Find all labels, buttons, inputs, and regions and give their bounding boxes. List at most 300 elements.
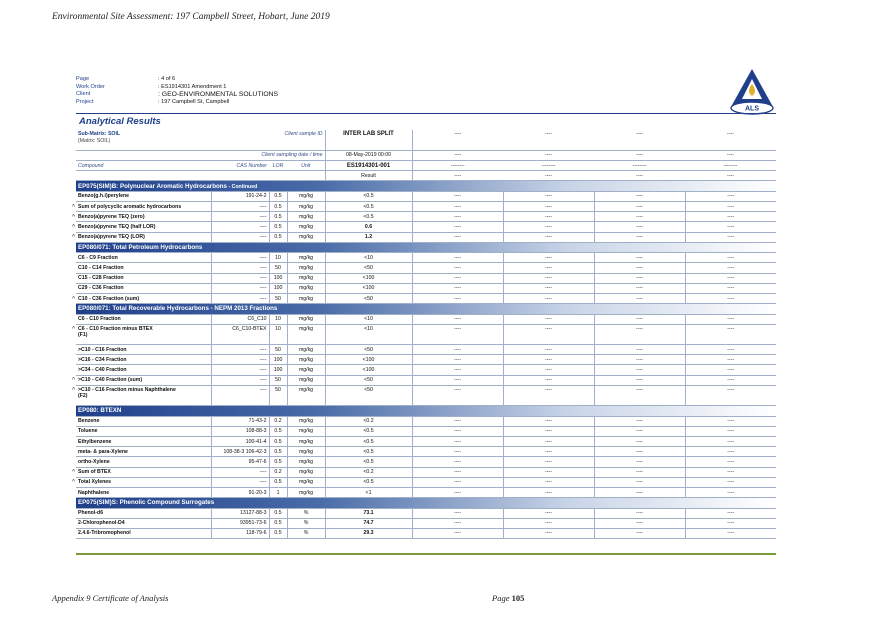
- header-rule: [76, 113, 776, 114]
- unit-value: mg/kg: [287, 222, 325, 232]
- lor-value: 10: [269, 324, 287, 344]
- table-row: [76, 385, 776, 405]
- cas-number: 108-38-3 106-42-3: [211, 447, 269, 457]
- cas-column-header: CAS Number: [211, 161, 269, 171]
- cas-number: 100-41-4: [211, 436, 269, 446]
- unit-value: mg/kg: [287, 467, 325, 477]
- unit-value: mg/kg: [287, 375, 325, 385]
- compound-name: [72, 324, 211, 344]
- empty-sample-col3: ----: [503, 283, 594, 293]
- table-row: [76, 273, 776, 283]
- result-col5: ----: [685, 171, 776, 181]
- flag-marker: ^: [72, 469, 76, 476]
- result-value: 0.6: [325, 222, 412, 232]
- empty-sample-col4: ----: [594, 467, 685, 477]
- unit-value: mg/kg: [287, 436, 325, 446]
- lor-value: 0.2: [269, 467, 287, 477]
- table-row: [76, 324, 776, 344]
- cas-number: ----: [211, 232, 269, 242]
- table-row: [76, 222, 776, 232]
- sampling-date-col5: ----: [685, 150, 776, 160]
- result-value: 29.3: [325, 528, 412, 538]
- meta-row: [76, 91, 278, 99]
- empty-sample-col4: ----: [594, 447, 685, 457]
- unit-column-header: Unit: [287, 161, 325, 171]
- empty-sample-col5: ----: [685, 508, 776, 518]
- lor-value: 1: [269, 487, 287, 497]
- page-number-label: Page: [492, 593, 510, 603]
- lor-value: 0.5: [269, 477, 287, 487]
- table-row: [76, 314, 776, 324]
- empty-sample-col5: ----: [685, 487, 776, 497]
- group-title-text: EP080: BTEXN: [78, 407, 122, 415]
- lab-id: ES1914301-001: [325, 161, 412, 171]
- empty-sample-col3: ----: [503, 222, 594, 232]
- lor-column-header: LOR: [269, 161, 287, 171]
- flag-marker: ^: [72, 377, 76, 384]
- compound-text: C6 - C10 Fraction: [78, 316, 121, 323]
- group-title: [76, 181, 776, 191]
- unit-value: mg/kg: [287, 263, 325, 273]
- empty-sample-col4: ----: [594, 365, 685, 375]
- meta-label: Client: [76, 91, 91, 98]
- meta-label: Project: [76, 98, 94, 105]
- unit-value: mg/kg: [287, 283, 325, 293]
- compound-name: [76, 273, 211, 283]
- unit-value: mg/kg: [287, 212, 325, 222]
- group-title: [76, 242, 776, 252]
- lor-value: 0.5: [269, 212, 287, 222]
- cas-number: 95-47-6: [211, 457, 269, 467]
- flag-marker: ^: [72, 325, 76, 332]
- cas-number: 191-24-2: [211, 191, 269, 201]
- empty-sample-col3: ----: [503, 212, 594, 222]
- compound-text: C10 - C36 Fraction (sum): [78, 295, 140, 302]
- compound-text: >C34 - C40 Fraction: [78, 367, 127, 374]
- empty-sample-col2: ----: [412, 477, 503, 487]
- empty-sample-col4: ----: [594, 487, 685, 497]
- svg-text:ALS: ALS: [745, 105, 759, 113]
- empty-sample-col2: ----: [412, 416, 503, 426]
- empty-sample-col2: ----: [412, 436, 503, 446]
- lab-id-col3: --------: [503, 161, 594, 171]
- empty-sample-col3: ----: [503, 528, 594, 538]
- lor-value: 10: [269, 253, 287, 263]
- empty-sample-col4: ----: [594, 436, 685, 446]
- compound-text-line2: (F2): [78, 392, 88, 399]
- empty-sample-col5: ----: [685, 345, 776, 355]
- lab-id-col5: --------: [685, 161, 776, 171]
- empty-sample-col2: ----: [412, 426, 503, 436]
- unit-value: mg/kg: [287, 365, 325, 375]
- empty-sample-col3: ----: [503, 253, 594, 263]
- compound-text: Benzo(a)pyrene TEQ (LOR): [78, 234, 145, 241]
- lor-value: 50: [269, 375, 287, 385]
- empty-sample-col5: ----: [685, 518, 776, 528]
- empty-sample-col5: ----: [685, 477, 776, 487]
- result-value: <0.5: [325, 212, 412, 222]
- empty-sample-col4: ----: [594, 518, 685, 528]
- compound-text: C6 - C10 Fraction minus BTEX: [78, 325, 153, 332]
- compound-name: [76, 283, 211, 293]
- result-value: <0.5: [325, 447, 412, 457]
- empty-sample-col5: ----: [685, 212, 776, 222]
- meta-value: : ES1914301 Amendment 1: [158, 83, 227, 90]
- running-header: Environmental Site Assessment: 197 Campbell Street, Hobart, June 2019: [52, 12, 330, 22]
- cas-number: 118-79-6: [211, 528, 269, 538]
- cas-number: C6_C10-BTEX: [211, 324, 269, 344]
- compound-name: [72, 477, 211, 487]
- lab-id-col4: --------: [594, 161, 685, 171]
- table-row: [76, 508, 776, 518]
- flag-marker: ^: [72, 234, 76, 241]
- result-value: <50: [325, 375, 412, 385]
- header-row-sample-id: [76, 130, 776, 150]
- lor-value: 0.5: [269, 528, 287, 538]
- compound-text: Benzo(a)pyrene TEQ (half LOR): [78, 224, 156, 230]
- unit-value: mg/kg: [287, 385, 325, 405]
- compound-text: 2.4.6-Tribromophenol: [78, 530, 131, 537]
- group-title: [76, 304, 776, 314]
- empty-sample-col3: ----: [503, 477, 594, 487]
- table-row: [76, 447, 776, 457]
- empty-sample-col2: ----: [412, 273, 503, 283]
- compound-name: [72, 375, 211, 385]
- sample-id-col4: ----: [594, 130, 685, 150]
- compound-name: [76, 447, 211, 457]
- empty-sample-col2: ----: [412, 467, 503, 477]
- result-value: 73.1: [325, 508, 412, 518]
- lor-value: 0.2: [269, 416, 287, 426]
- client-sample-id: INTER LAB SPLIT: [325, 130, 412, 150]
- compound-text: Ethylbenzene: [78, 438, 112, 445]
- compound-text: Phenol-d6: [78, 510, 104, 517]
- lor-value: 0.5: [269, 191, 287, 201]
- lor-value: 0.5: [269, 508, 287, 518]
- cas-number: 91-20-3: [211, 487, 269, 497]
- unit-value: mg/kg: [287, 416, 325, 426]
- empty-sample-col4: ----: [594, 293, 685, 303]
- table-row: [76, 283, 776, 293]
- sampling-date-col2: ----: [412, 150, 503, 160]
- empty-sample-col2: ----: [412, 191, 503, 201]
- compound-name: [76, 436, 211, 446]
- empty-sample-col2: ----: [412, 355, 503, 365]
- lor-value: 100: [269, 365, 287, 375]
- cas-number: 108-88-3: [211, 426, 269, 436]
- empty-sample-col3: ----: [503, 487, 594, 497]
- unit-value: %: [287, 528, 325, 538]
- sample-id-col5: ----: [685, 130, 776, 150]
- empty-sample-col5: ----: [685, 375, 776, 385]
- sub-matrix-label: Sub-Matrix: SOIL: [78, 131, 121, 137]
- empty-sample-col2: ----: [412, 293, 503, 303]
- sample-id-col2: ----: [412, 130, 503, 150]
- compound-name: [72, 202, 211, 212]
- result-value: <50: [325, 263, 412, 273]
- cas-number: 93951-73-6: [211, 518, 269, 528]
- lor-value: 100: [269, 355, 287, 365]
- result-value: <0.5: [325, 457, 412, 467]
- empty-sample-col3: ----: [503, 518, 594, 528]
- empty-sample-col5: ----: [685, 355, 776, 365]
- lab-id-col2: --------: [412, 161, 503, 171]
- empty-sample-col3: ----: [503, 345, 594, 355]
- empty-sample-col2: ----: [412, 508, 503, 518]
- compound-text: Benzo(a)pyrene TEQ (zero): [78, 213, 145, 220]
- empty-sample-col2: ----: [412, 365, 503, 375]
- compound-text: C29 - C36 Fraction: [78, 285, 124, 292]
- empty-sample-col2: ----: [412, 222, 503, 232]
- empty-sample-col4: ----: [594, 477, 685, 487]
- compound-name: [76, 518, 211, 528]
- unit-value: %: [287, 518, 325, 528]
- cas-number: ----: [211, 467, 269, 477]
- result-value: <100: [325, 283, 412, 293]
- empty-sample-col4: ----: [594, 457, 685, 467]
- lor-value: 100: [269, 273, 287, 283]
- table-row: [76, 355, 776, 365]
- empty-sample-col3: ----: [503, 293, 594, 303]
- empty-sample-col4: ----: [594, 508, 685, 518]
- result-value: <0.5: [325, 477, 412, 487]
- lor-value: 0.5: [269, 222, 287, 232]
- empty-sample-col3: ----: [503, 191, 594, 201]
- group-header-row: [76, 181, 776, 191]
- empty-sample-col3: ----: [503, 436, 594, 446]
- lor-value: 0.5: [269, 518, 287, 528]
- empty-sample-col2: ----: [412, 232, 503, 242]
- empty-sample-col3: ----: [503, 355, 594, 365]
- empty-sample-col5: ----: [685, 528, 776, 538]
- meta-value: : GEO-ENVIRONMENTAL SOLUTIONS: [158, 91, 279, 99]
- empty-sample-col5: ----: [685, 232, 776, 242]
- empty-sample-col2: ----: [412, 263, 503, 273]
- result-value: <100: [325, 273, 412, 283]
- table-row: [76, 253, 776, 263]
- group-header-row: [76, 406, 776, 416]
- lor-value: 50: [269, 263, 287, 273]
- compound-name: [76, 355, 211, 365]
- table-row: [76, 293, 776, 303]
- empty-sample-col3: ----: [503, 467, 594, 477]
- meta-label: Work Order: [76, 83, 105, 90]
- cas-number: ----: [211, 212, 269, 222]
- table-row: [76, 436, 776, 446]
- empty-sample-col3: ----: [503, 457, 594, 467]
- group-title-text: EP075(SIM)S: Phenolic Compound Surrogates: [78, 499, 215, 507]
- cas-number: ----: [211, 273, 269, 283]
- unit-value: mg/kg: [287, 457, 325, 467]
- unit-value: mg/kg: [287, 314, 325, 324]
- group-header-row: [76, 304, 776, 314]
- empty-sample-col3: ----: [503, 416, 594, 426]
- empty-sample-col5: ----: [685, 273, 776, 283]
- compound-text: >C10 - C16 Fraction: [78, 346, 127, 353]
- result-value: <0.5: [325, 436, 412, 446]
- empty-sample-col3: ----: [503, 314, 594, 324]
- empty-sample-col5: ----: [685, 447, 776, 457]
- compound-text: Benzene: [78, 418, 100, 425]
- unit-value: mg/kg: [287, 293, 325, 303]
- empty-sample-col2: ----: [412, 212, 503, 222]
- empty-sample-col3: ----: [503, 324, 594, 344]
- table-row: [76, 365, 776, 375]
- empty-sample-col2: ----: [412, 375, 503, 385]
- table-row: [76, 416, 776, 426]
- result-value: <10: [325, 324, 412, 344]
- empty-sample-col3: ----: [503, 447, 594, 457]
- flag-marker: ^: [72, 479, 76, 486]
- group-title: [76, 498, 776, 508]
- compound-name: [76, 365, 211, 375]
- compound-text: Benzo(g.h.i)perylene: [78, 193, 130, 200]
- compound-name: [76, 508, 211, 518]
- empty-sample-col4: ----: [594, 324, 685, 344]
- group-title-text: EP075(SIM)B: Polynuclear Aromatic Hydrocarbons: [78, 182, 227, 190]
- cas-number: 71-43-2: [211, 416, 269, 426]
- compound-name: [76, 426, 211, 436]
- cas-number: ----: [211, 253, 269, 263]
- compound-name: [76, 263, 211, 273]
- empty-sample-col5: ----: [685, 263, 776, 273]
- result-value: <0.2: [325, 416, 412, 426]
- empty-sample-col5: ----: [685, 253, 776, 263]
- compound-name: [76, 253, 211, 263]
- empty-sample-col5: ----: [685, 385, 776, 405]
- matrix-label: (Matrix: SOIL): [78, 138, 111, 144]
- empty-sample-col3: ----: [503, 202, 594, 212]
- cas-number: ----: [211, 345, 269, 355]
- cas-number: ----: [211, 375, 269, 385]
- empty-sample-col4: ----: [594, 232, 685, 242]
- unit-value: mg/kg: [287, 324, 325, 344]
- lor-value: 0.5: [269, 447, 287, 457]
- table-row: [76, 467, 776, 477]
- unit-value: mg/kg: [287, 477, 325, 487]
- cas-number: ----: [211, 477, 269, 487]
- lor-value: 50: [269, 345, 287, 355]
- empty-sample-col4: ----: [594, 416, 685, 426]
- empty-sample-col2: ----: [412, 487, 503, 497]
- table-row: [76, 375, 776, 385]
- compound-text: Toluene: [78, 428, 98, 435]
- empty-sample-col3: ----: [503, 365, 594, 375]
- compound-text: >C10 - C40 Fraction (sum): [78, 377, 143, 384]
- empty-sample-col5: ----: [685, 293, 776, 303]
- compound-name: [76, 191, 211, 201]
- empty-sample-col4: ----: [594, 385, 685, 405]
- empty-sample-col5: ----: [685, 202, 776, 212]
- empty-sample-col4: ----: [594, 191, 685, 201]
- compound-text: Sum of polycyclic aromatic hydrocarbons: [78, 203, 182, 210]
- empty-sample-col5: ----: [685, 191, 776, 201]
- cas-number: ----: [211, 202, 269, 212]
- table-row: [76, 426, 776, 436]
- result-col2: ----: [412, 171, 503, 181]
- flag-marker: ^: [72, 295, 76, 302]
- empty-sample-col2: ----: [412, 457, 503, 467]
- empty-sample-col2: ----: [412, 202, 503, 212]
- unit-value: mg/kg: [287, 487, 325, 497]
- group-title-text: EP080/071: Total Recoverable Hydrocarbons - NEPM 2013 Fractions: [78, 305, 278, 313]
- group-title: [76, 406, 776, 416]
- cas-number: ----: [211, 293, 269, 303]
- compound-name: [72, 212, 211, 222]
- cas-number: C6_C10: [211, 314, 269, 324]
- empty-sample-col4: ----: [594, 263, 685, 273]
- empty-sample-col3: ----: [503, 273, 594, 283]
- page-number-value: 105: [511, 593, 525, 603]
- compound-name: [72, 293, 211, 303]
- meta-value: : 197 Campbell St, Campbell: [158, 98, 230, 105]
- header-row-result: [76, 171, 776, 181]
- empty-sample-col4: ----: [594, 314, 685, 324]
- result-value: <50: [325, 385, 412, 405]
- empty-sample-col3: ----: [503, 508, 594, 518]
- compound-text: Sum of BTEX: [78, 469, 111, 476]
- empty-sample-col2: ----: [412, 385, 503, 405]
- empty-sample-col4: ----: [594, 355, 685, 365]
- lor-value: 50: [269, 385, 287, 405]
- flag-marker: ^: [72, 203, 76, 210]
- compound-name: [72, 385, 211, 405]
- empty-sample-col5: ----: [685, 314, 776, 324]
- compound-text: Total Xylenes: [78, 479, 112, 486]
- sampling-date-col3: ----: [503, 150, 594, 160]
- compound-name: [76, 416, 211, 426]
- flag-marker: ^: [72, 386, 76, 393]
- compound-name: [72, 232, 211, 242]
- empty-sample-col4: ----: [594, 253, 685, 263]
- result-value: <100: [325, 355, 412, 365]
- compound-name: [72, 222, 211, 232]
- unit-value: mg/kg: [287, 253, 325, 263]
- sampling-date-label: Client sampling date / time: [76, 150, 325, 160]
- empty-sample-col4: ----: [594, 202, 685, 212]
- empty-sample-col3: ----: [503, 385, 594, 405]
- sampling-date: 08-May-2019 00:00: [325, 150, 412, 160]
- result-value: <10: [325, 253, 412, 263]
- empty-sample-col4: ----: [594, 273, 685, 283]
- table-row: [76, 518, 776, 528]
- table-row: [76, 202, 776, 212]
- cas-number: ----: [211, 355, 269, 365]
- table-row: [76, 232, 776, 242]
- client-sample-id-label: Client sample ID: [269, 130, 325, 150]
- table-row: [76, 263, 776, 273]
- unit-value: mg/kg: [287, 345, 325, 355]
- analytical-results-table: [72, 130, 776, 539]
- result-value: <0.5: [325, 191, 412, 201]
- unit-value: mg/kg: [287, 202, 325, 212]
- header-row-columns: [76, 161, 776, 171]
- empty-sample-col5: ----: [685, 324, 776, 344]
- empty-sample-col3: ----: [503, 426, 594, 436]
- compound-name: [76, 345, 211, 355]
- table-row: [76, 477, 776, 487]
- empty-sample-col2: ----: [412, 345, 503, 355]
- empty-sample-col4: ----: [594, 222, 685, 232]
- unit-value: mg/kg: [287, 232, 325, 242]
- empty-sample-col4: ----: [594, 345, 685, 355]
- result-value: <0.5: [325, 202, 412, 212]
- meta-row: [76, 99, 278, 107]
- compound-text: meta- & para-Xylene: [78, 448, 128, 455]
- compound-name: [76, 528, 211, 538]
- result-value: <100: [325, 365, 412, 375]
- compound-text: >C10 - C16 Fraction minus Naphthalene: [78, 386, 176, 393]
